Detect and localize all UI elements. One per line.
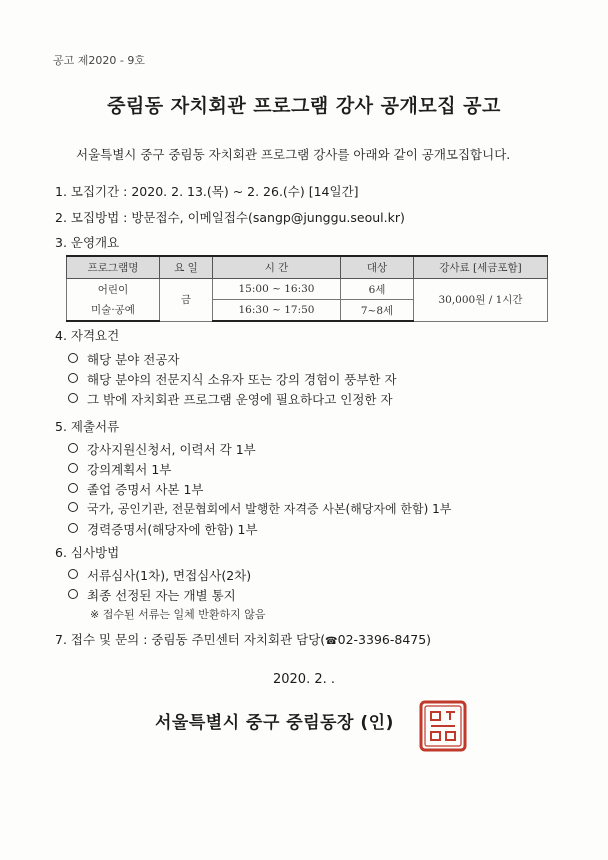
circle-bullet-icon [68, 463, 78, 473]
list-item [68, 390, 393, 408]
section-review-heading: 6. 심사방법 [55, 545, 120, 560]
list-item [68, 350, 179, 368]
notice-date: 2020. 2. . [272, 672, 336, 687]
circle-bullet-icon [68, 373, 78, 383]
program-table [66, 255, 548, 322]
fee-cell: 30,000원 / 1시간 [414, 279, 548, 322]
circle-bullet-icon [68, 589, 78, 599]
qualification-item: 해당 분야의 전문지식 소유자 또는 강의 경험이 풍부한 자 [87, 372, 397, 387]
document-number: 공고 제2020 - 9호 [53, 54, 145, 67]
review-item: 서류심사(1차), 면접심사(2차) [87, 568, 252, 583]
seal-mark: (인) [360, 713, 394, 733]
program-name-line1: 어린이 [67, 279, 160, 300]
review-note: ※ 접수된 서류는 일체 반환하지 않음 [90, 608, 266, 621]
intro-text: 서울특별시 중구 중림동 자치회관 프로그램 강사를 아래와 같이 공개모집합니다. [76, 147, 511, 162]
list-item [68, 480, 203, 498]
time-cell: 16:30 ~ 17:50 [213, 300, 341, 322]
list-item [68, 460, 171, 478]
circle-bullet-icon [68, 353, 78, 363]
table-row [67, 279, 548, 300]
official-seal-icon [418, 699, 468, 753]
target-cell: 7~8세 [341, 300, 414, 322]
program-name-line2: 미술·공예 [67, 300, 160, 322]
document-item: 강사지원신청서, 이력서 각 1부 [87, 442, 256, 457]
qualification-item: 그 밖에 자치회관 프로그램 운영에 필요하다고 인정한 자 [87, 392, 393, 407]
list-item [68, 566, 251, 584]
time-cell: 15:00 ~ 16:30 [213, 279, 341, 300]
review-item: 최종 선정된 자는 개별 통지 [87, 588, 236, 603]
contact-text: 7. 접수 및 문의 : 중림동 주민센터 자치회관 담당( [55, 632, 326, 647]
list-item [68, 370, 397, 388]
day-cell: 금 [160, 279, 213, 322]
page-title: 중림동 자치회관 프로그램 강사 공개모집 공고 [107, 95, 501, 117]
document-item: 강의계획서 1부 [87, 462, 172, 477]
section-qualification-heading: 4. 자격요건 [55, 328, 120, 343]
issuer-text: 서울특별시 중구 중림동장 [155, 713, 354, 733]
document-item: 졸업 증명서 사본 1부 [87, 482, 204, 497]
header-program: 프로그램명 [67, 256, 160, 279]
document-item: 국가, 공인기관, 전문협회에서 발행한 자격증 사본(해당자에 한함) 1부 [87, 502, 452, 516]
target-cell: 6세 [341, 279, 414, 300]
qualification-item: 해당 분야 전공자 [87, 352, 180, 367]
list-item [68, 520, 258, 538]
circle-bullet-icon [68, 523, 78, 533]
header-fee: 강사료 [세금포함] [414, 256, 548, 279]
table-header-row [67, 256, 548, 279]
list-item [68, 500, 451, 517]
circle-bullet-icon [68, 483, 78, 493]
header-target: 대상 [341, 256, 414, 279]
section-period: 1. 모집기간 : 2020. 2. 13.(목) ~ 2. 26.(수) [14일간] [55, 184, 359, 199]
circle-bullet-icon [68, 502, 78, 512]
issuer-name [155, 708, 394, 733]
section-documents-heading: 5. 제출서류 [55, 419, 120, 434]
document-item: 경력증명서(해당자에 한함) 1부 [87, 522, 258, 537]
circle-bullet-icon [68, 443, 78, 453]
list-item [68, 440, 256, 458]
phone-icon: ☎ [325, 636, 338, 647]
header-time: 시 간 [213, 256, 341, 279]
circle-bullet-icon [68, 569, 78, 579]
section-overview: 3. 운영개요 [55, 235, 120, 250]
circle-bullet-icon [68, 393, 78, 403]
list-item [68, 586, 236, 604]
section-contact [55, 630, 431, 648]
contact-phone: 02-3396-8475) [337, 632, 432, 647]
header-day: 요 일 [160, 256, 213, 279]
section-method: 2. 모집방법 : 방문접수, 이메일접수(sangp@junggu.seoul.kr) [55, 210, 405, 225]
